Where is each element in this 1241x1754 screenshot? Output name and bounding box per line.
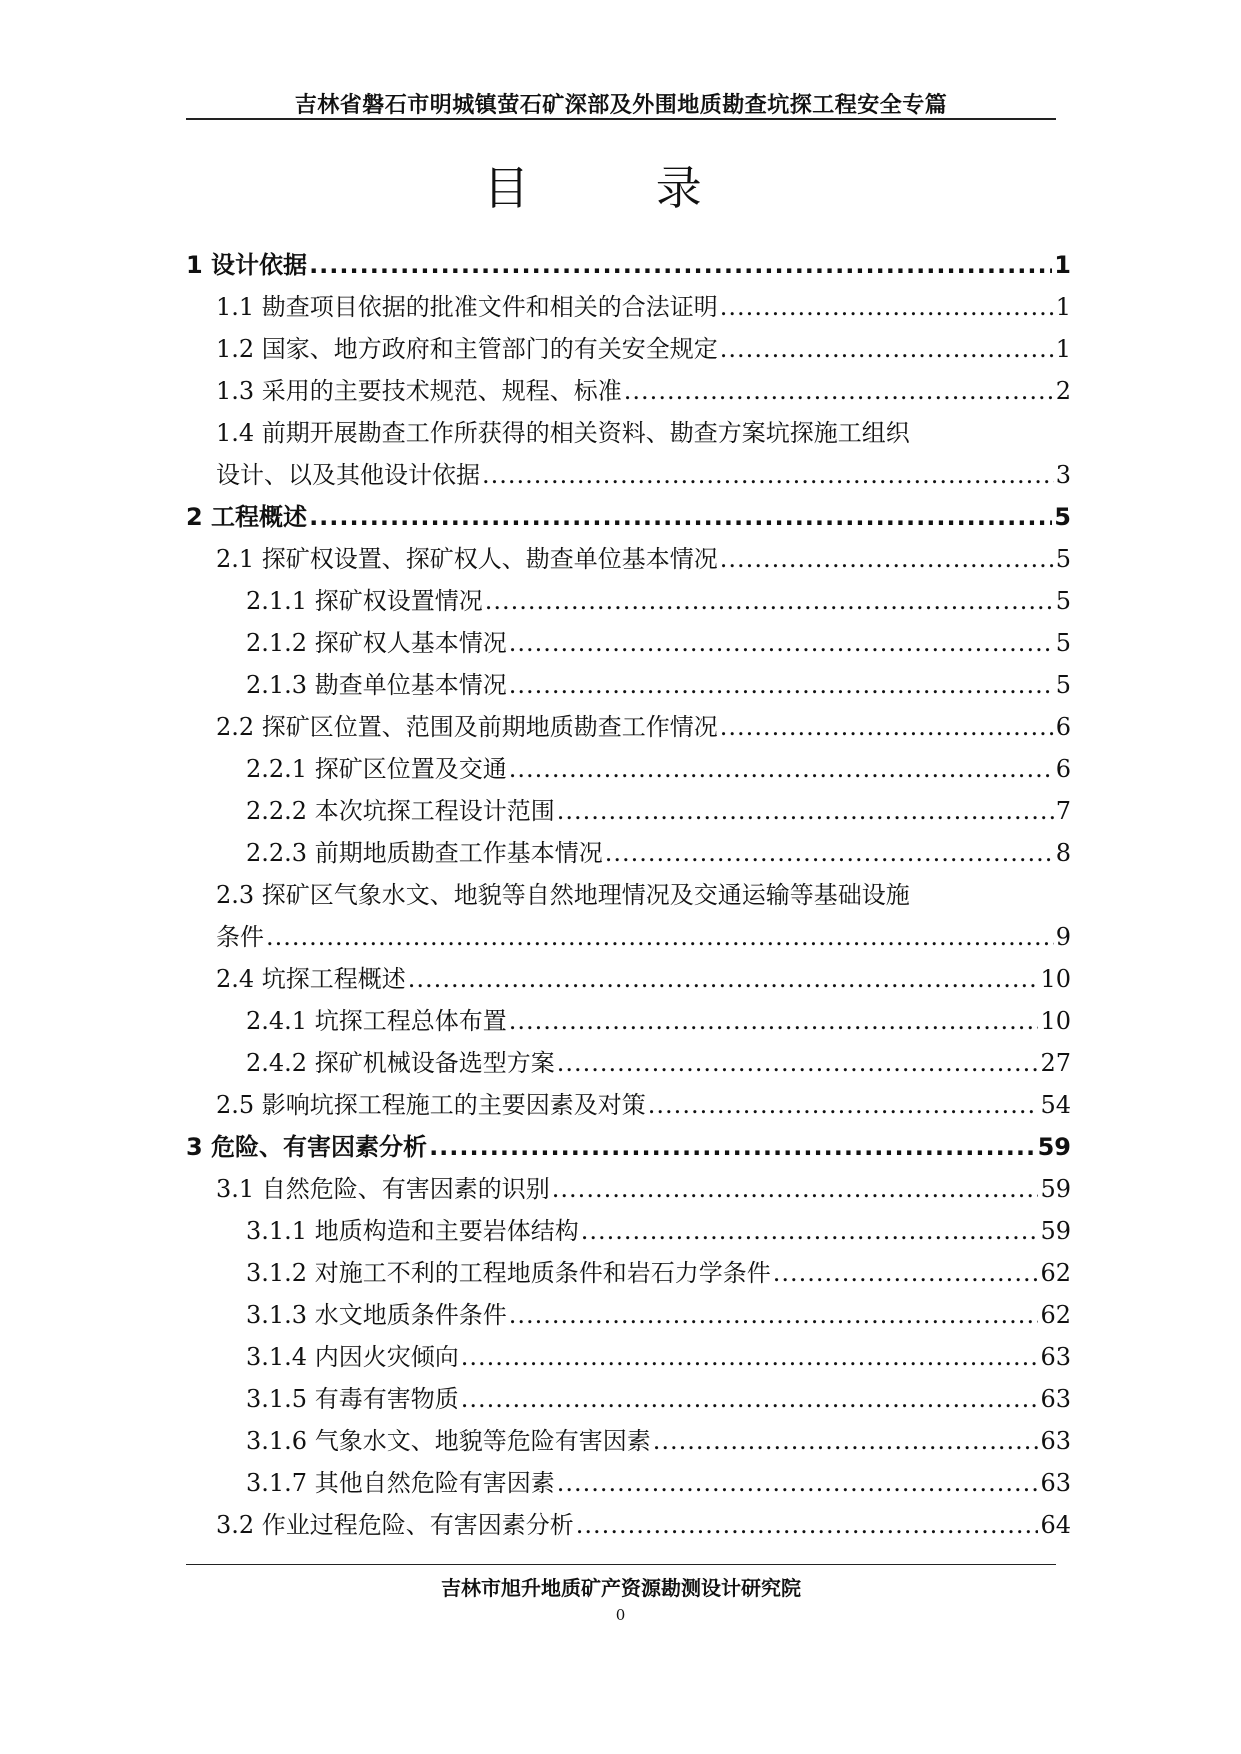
toc-entry-label: 3.1.2 对施工不利的工程地质条件和岩石力学条件 [246, 1259, 771, 1287]
toc-entry-label-continued: 设计、以及其他设计依据 [216, 461, 480, 489]
toc-entry-page: 27 [1040, 1049, 1071, 1077]
toc-entry-page: 1 [1054, 251, 1071, 279]
dot-leader [485, 580, 1054, 622]
page-number: 0 [615, 1606, 626, 1624]
dot-leader [653, 1420, 1039, 1462]
toc-entry[interactable] [186, 1420, 1071, 1462]
dot-leader [408, 958, 1039, 1000]
toc-entry-page: 6 [1055, 713, 1071, 741]
toc-entry[interactable] [186, 1168, 1071, 1210]
dot-leader [266, 916, 1054, 958]
toc-entry-label: 2.1 探矿权设置、探矿权人、勘查单位基本情况 [216, 545, 718, 573]
toc-entry[interactable] [186, 286, 1071, 328]
footer-rule [186, 1564, 1056, 1565]
toc-entry-label: 3.1 自然危险、有害因素的识别 [216, 1175, 550, 1203]
dot-leader [461, 1336, 1039, 1378]
dot-leader [482, 454, 1054, 496]
dot-leader [429, 1126, 1036, 1168]
toc-entry[interactable] [186, 748, 1071, 790]
toc-entry-label: 3.1.3 水文地质条件条件 [246, 1301, 507, 1329]
toc-entry-label: 2.1.3 勘查单位基本情况 [246, 671, 507, 699]
toc-entry-label: 1 设计依据 [186, 251, 308, 279]
toc-entry[interactable] [186, 832, 1071, 874]
toc-entry-page: 5 [1055, 545, 1071, 573]
dot-leader [720, 286, 1054, 328]
toc-heading: 目 录 [483, 161, 758, 215]
toc-entry-label: 2.4.2 探矿机械设备选型方案 [246, 1049, 555, 1077]
toc-entry[interactable] [186, 496, 1071, 538]
footer-organization: 吉林市旭升地质矿产资源勘测设计研究院 [441, 1576, 801, 1600]
dot-leader [581, 1210, 1039, 1252]
toc-entry[interactable] [186, 1504, 1071, 1546]
dot-leader [309, 244, 1052, 286]
toc-entry[interactable] [186, 1000, 1071, 1042]
toc-entry-page: 9 [1055, 923, 1071, 951]
toc-entry-label: 1.1 勘查项目依据的批准文件和相关的合法证明 [216, 293, 718, 321]
toc-entry-page: 1 [1055, 335, 1071, 363]
toc-entry-label: 3.1.5 有毒有害物质 [246, 1385, 459, 1413]
toc-entry-label: 2.4 坑探工程概述 [216, 965, 406, 993]
toc-entry-page: 62 [1040, 1259, 1071, 1287]
toc-entry[interactable] [186, 706, 1071, 748]
toc-entry-page: 5 [1055, 671, 1071, 699]
toc-entry-label: 2 工程概述 [186, 503, 308, 531]
toc-entry-page: 2 [1055, 377, 1071, 405]
toc-entry[interactable] [186, 538, 1071, 580]
toc-entry[interactable] [186, 412, 1071, 496]
toc-entry[interactable] [186, 328, 1071, 370]
dot-leader [552, 1168, 1039, 1210]
toc-entry[interactable] [186, 244, 1071, 286]
toc-entry[interactable] [186, 1378, 1071, 1420]
toc-entry-page: 10 [1040, 965, 1071, 993]
toc-entry[interactable] [186, 1084, 1071, 1126]
toc-entry[interactable] [186, 370, 1071, 412]
dot-leader [557, 790, 1054, 832]
toc-entry-label: 2.2.3 前期地质勘查工作基本情况 [246, 839, 603, 867]
toc-entry-page: 10 [1040, 1007, 1071, 1035]
dot-leader [720, 328, 1054, 370]
toc-entry-page: 63 [1040, 1469, 1071, 1497]
toc-entry-page: 59 [1040, 1217, 1071, 1245]
running-header: 吉林省磐石市明城镇萤石矿深部及外围地质勘查坑探工程安全专篇 [294, 93, 948, 118]
toc-entry-page: 5 [1055, 629, 1071, 657]
toc-entry-label: 2.5 影响坑探工程施工的主要因素及对策 [216, 1091, 646, 1119]
toc-entry-label: 2.3 探矿区气象水文、地貌等自然地理情况及交通运输等基础设施 [216, 881, 910, 909]
toc-entry[interactable] [186, 790, 1071, 832]
toc-entry-label-continued: 条件 [216, 923, 264, 951]
toc-entry-label: 2.2 探矿区位置、范围及前期地质勘查工作情况 [216, 713, 718, 741]
toc-entry[interactable] [186, 1294, 1071, 1336]
dot-leader [605, 832, 1054, 874]
toc-entry-label: 3.1.7 其他自然危险有害因素 [246, 1469, 555, 1497]
toc-entry-page: 3 [1055, 461, 1071, 489]
toc-entry-label: 3.2 作业过程危险、有害因素分析 [216, 1511, 574, 1539]
toc-entry-label: 2.1.1 探矿权设置情况 [246, 587, 483, 615]
toc-entry-label: 1.2 国家、地方政府和主管部门的有关安全规定 [216, 335, 718, 363]
toc-entry-label: 3.1.4 内因火灾倾向 [246, 1343, 459, 1371]
toc-entry[interactable] [186, 1126, 1071, 1168]
toc-entry-label: 1.4 前期开展勘查工作所获得的相关资料、勘查方案坑探施工组织 [216, 419, 910, 447]
dot-leader [461, 1378, 1039, 1420]
toc-entry-page: 62 [1040, 1301, 1071, 1329]
dot-leader [509, 1000, 1039, 1042]
toc-entry-page: 5 [1055, 587, 1071, 615]
toc-entry-page: 8 [1055, 839, 1071, 867]
toc-entry-label: 3.1.1 地质构造和主要岩体结构 [246, 1217, 579, 1245]
dot-leader [720, 538, 1054, 580]
dot-leader [576, 1504, 1039, 1546]
toc-entry[interactable] [186, 1210, 1071, 1252]
toc-entry-page: 1 [1055, 293, 1071, 321]
dot-leader [773, 1252, 1039, 1294]
toc-entry[interactable] [186, 1252, 1071, 1294]
toc-entry[interactable] [186, 1042, 1071, 1084]
dot-leader [557, 1462, 1039, 1504]
toc-entry-page: 59 [1040, 1175, 1071, 1203]
toc-entry-page: 7 [1055, 797, 1071, 825]
dot-leader [720, 706, 1054, 748]
toc-entry[interactable] [186, 1336, 1071, 1378]
toc-entry-label: 2.2.2 本次坑探工程设计范围 [246, 797, 555, 825]
dot-leader [309, 496, 1052, 538]
dot-leader [509, 622, 1054, 664]
toc-entry[interactable] [186, 664, 1071, 706]
table-of-contents [186, 244, 1071, 1546]
toc-entry-label: 2.2.1 探矿区位置及交通 [246, 755, 507, 783]
toc-entry-page: 5 [1054, 503, 1071, 531]
toc-entry-label: 1.3 采用的主要技术规范、规程、标准 [216, 377, 622, 405]
dot-leader [509, 748, 1054, 790]
toc-entry[interactable] [186, 874, 1071, 958]
dot-leader [509, 1294, 1039, 1336]
toc-entry-label: 2.4.1 坑探工程总体布置 [246, 1007, 507, 1035]
toc-entry-label: 2.1.2 探矿权人基本情况 [246, 629, 507, 657]
toc-entry-page: 63 [1040, 1385, 1071, 1413]
toc-entry-label: 3 危险、有害因素分析 [186, 1133, 428, 1161]
toc-entry[interactable] [186, 1462, 1071, 1504]
dot-leader [624, 370, 1054, 412]
toc-entry[interactable] [186, 958, 1071, 1000]
toc-entry[interactable] [186, 580, 1071, 622]
header-rule [186, 118, 1056, 120]
toc-entry-page: 6 [1055, 755, 1071, 783]
toc-entry-page: 54 [1040, 1091, 1071, 1119]
toc-entry-page: 63 [1040, 1343, 1071, 1371]
toc-entry-page: 59 [1037, 1133, 1071, 1161]
toc-entry-label: 3.1.6 气象水文、地貌等危险有害因素 [246, 1427, 651, 1455]
dot-leader [648, 1084, 1039, 1126]
toc-entry[interactable] [186, 622, 1071, 664]
toc-entry-page: 64 [1040, 1511, 1071, 1539]
toc-entry-page: 63 [1040, 1427, 1071, 1455]
dot-leader [557, 1042, 1039, 1084]
dot-leader [509, 664, 1054, 706]
